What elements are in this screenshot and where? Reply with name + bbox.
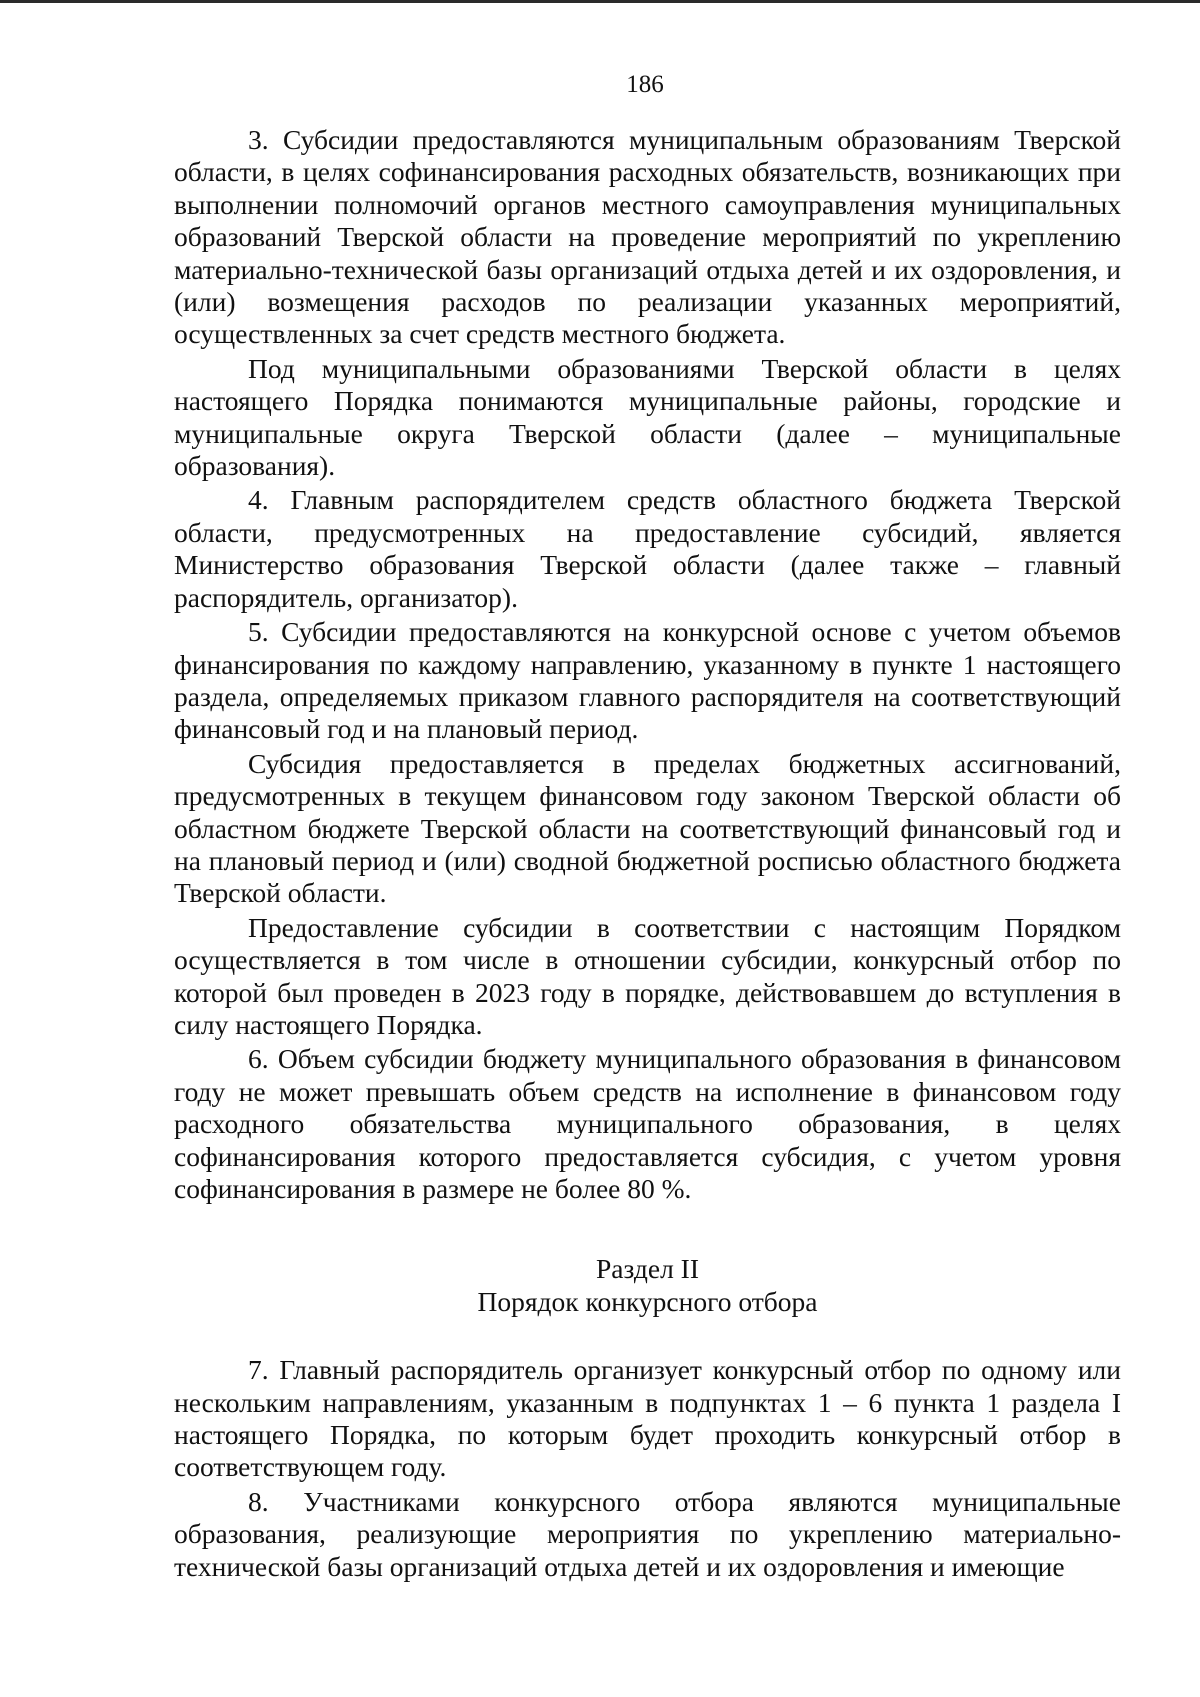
paragraph-item-5: 5. Субсидии предоставляются на конкурсной основе с учетом объемов финансирования по каждому направлению, указанному в пункте 1 настоящего раздела, определяемых приказом главного распорядителя на соответствующий финансовый год и на плановый период. (174, 616, 1121, 745)
top-border-line (0, 0, 1200, 3)
paragraph-municipal-definition: Под муниципальными образованиями Тверской области в целях настоящего Порядка понимаются муниципальные районы, городские и муниципальные округа Тверской области (далее – муниципальные образования). (174, 352, 1121, 482)
paragraph-item-6: 6. Объем субсидии бюджету муниципального образования в финансовом году не может превышать объем средств на исполнение в финансовом году расходного обязательства муниципального образования, в целях софинансирования которого предоставляется субсидия, с учетом уровня софинансирования в размере не более 80 %. (174, 1043, 1121, 1204)
page-number: 186 (626, 71, 664, 98)
paragraph-item-7: 7. Главный распорядитель организует конкурсный отбор по одному или нескольким направлениям, указанным в подпунктах 1 – 6 пункта 1 раздела I настоящего Порядка, по которым будет проходить конкурсный отбор в соответствующем году. (174, 1354, 1121, 1483)
section-title: Порядок конкурсного отбора (477, 1285, 818, 1317)
paragraph-item-8: 8. Участниками конкурсного отбора являются муниципальные образования, реализующие мероприятия по укреплению материально-технической базы организаций отдыха детей и их оздоровления и имеющие (174, 1485, 1121, 1582)
section-number: Раздел II (596, 1253, 699, 1285)
paragraph-item-3: 3. Субсидии предоставляются муниципальным образованиям Тверской области, в целях софинансирования расходных обязательств, возникающих при выполнении полномочий органов местного самоуправления муниципальных образований Тверской области на проведение мероприятий по укреплению материально-технической базы организаций отдыха детей и их оздоровления, и (или) возмещения расходов по реализации указанных мероприятий, осуществленных за счет средств местного бюджета. (174, 124, 1121, 350)
document-body (174, 124, 1121, 1583)
paragraph-subsidy-limits: Субсидия предоставляется в пределах бюджетных ассигнований, предусмотренных в текущем финансовом году законом Тверской области об областном бюджете Тверской области на соответствующий финансовый год и на плановый период и (или) сводной бюджетной росписью областного бюджета Тверской области. (174, 747, 1121, 909)
paragraph-subsidy-2023: Предоставление субсидии в соответствии с настоящим Порядком осуществляется в том числе в отношении субсидии, конкурсный отбор по которой был проведен в 2023 году в порядке, действовавшем до вступления в силу настоящего Порядка. (174, 911, 1121, 1040)
paragraph-item-4: 4. Главным распорядителем средств областного бюджета Тверской области, предусмотренных на предоставление субсидий, является Министерство образования Тверской области (далее также – главный распорядитель, организатор). (174, 484, 1121, 613)
